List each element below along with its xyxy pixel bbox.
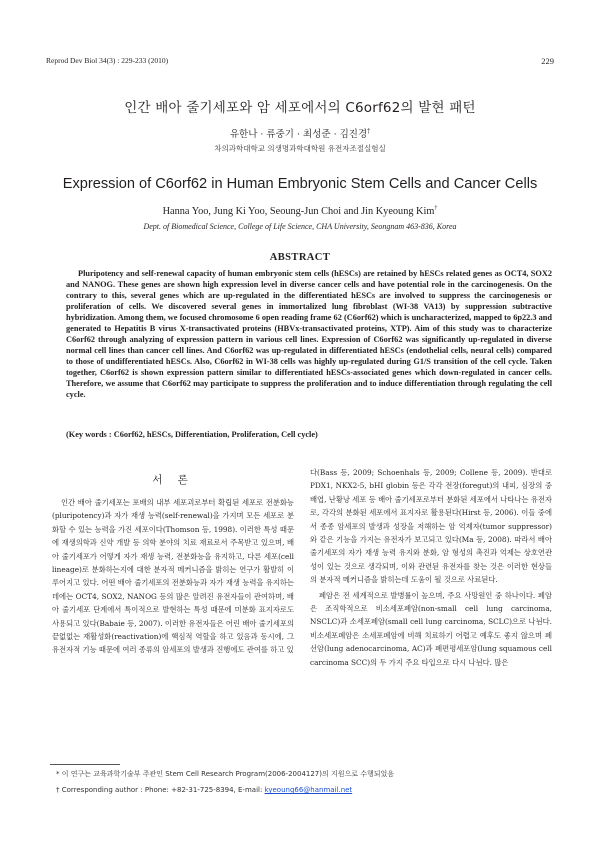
journal-citation: Reprod Dev Biol 34(3) : 229-233 (2010) [46,56,169,65]
left-column [52,496,294,657]
affiliation-english: Dept. of Biomedical Science, College of Life Science, CHA University, Seongnam 463-836, Korea [143,222,457,231]
right-column [310,466,552,669]
intro-paragraph: 폐암은 전 세계적으로 발병률이 높으며, 주요 사망원인 중 하나이다. 폐암은 조직학적으로 비소세포폐암(non-small cell lung carcinoma, NSCLC)과 소세포폐암(small cell lung carcinoma, SCLC)으로 나뉜다. 비소세포폐암은 소세포폐암에 비해 치료하기 어렵고 예후도 좋지 않으며 폐선암(lung adenocarcinoma, AC)과 폐편평세포암(lung squamous cell carcinoma SCC)의 두 가지 주요 타입으로 다시 나뉜다. 많은 [310,590,552,667]
footnote-corresponding [56,786,556,794]
title-korean: 인간 배아 줄기세포와 암 세포에서의 C6orf62의 발현 패턴 [124,100,476,116]
page-number: 229 [541,56,554,66]
keywords: (Key words : C6orf62, hESCs, Differentiation, Proliferation, Cell cycle) [66,430,318,439]
footnote-rule [50,764,120,765]
authors-english [0,206,600,217]
title-english: Expression of C6orf62 in Human Embryonic Stem Cells and Cancer Cells [62,176,538,192]
section-heading-introduction: 서 론 [152,474,194,486]
authors-korean [0,126,600,140]
intro-paragraph: 인간 배아 줄기세포는 포배의 내부 세포괴로부터 확립된 세포로 전분화능(pluripotency)과 자가 재생 능력(self-renewal)을 가지며 모든 세포로 분화할 수 있는 능력을 가진 세포이다(Thomson 등, 1998). 이러한 특성 때문에 재생의학과 신약 개발 등 의학 분야의 치료 재료로서 주목받고 있으며, 배아 줄기세포가 어떻게 자가 재생 능력, 전분화능을 유지하고, 다른 세포(cell lineage)로 분화하는지에 대한 분자적 메커니즘을 밝히는 연구가 활발히 이루어지고 있다. 어떤 배아 줄기세포의 전분화능과 자가 재생 능력을 유지하는 데에는 OCT4, SOX2, NANOG 등의 많은 알려진 유전자들이 관여하며, 배아 줄기세포 단계에서 특이적으로 발현하는 특성 때문에 미분화 표지자로도 사용되고 있다(Babaie 등, 2007). 이러한 유전자들은 어린 배아 줄기세포의 끝없없는 재활성화(reactivation)에 핵심적 역할을 하고 있음과 동시에, 그 유전자적 기능 때문에 여러 종류의 암세포의 발생과 진행에도 관여를 하고 있 [52,498,295,655]
intro-paragraph-continued: 다(Bass 등, 2009; Schoenhals 등, 2009; Collene 등, 2009). 반대로 PDX1, NKX2-5, bHI globin 등은 각각 전장(foregut)의 내피, 심장의 중배엽, 난황낭 세포 등 배아 줄기세포로부터 분화된 세포에서 나타나는 유전자로, 각각의 분화된 세포에서 표지자로 활용된다(Hirst 등, 2006). 이들 중에서 종종 암세포의 발생과 성장을 저해하는 암 억제자(tumor suppressor)와 같은 기능을 가지는 유전자가 보고되고 있다(Ma 등, 2008). 따라서 배아 줄기세포의 자가 재생 능력 유지와 분화, 암 형성의 촉진과 억제는 상호연관성이 있는 것으로 생각되며, 이와 관련된 유전자를 찾는 것은 이러한 현상들의 분자적 메커니즘을 밝히는데 도움이 될 것으로 사료된다. [310,468,552,585]
email-link[interactable]: kyeoung66@hanmail.net [264,786,353,794]
corresponding-info: † Corresponding author : Phone: +82-31-725-8394, E-mail: [56,786,265,794]
authors-english-names: Hanna Yoo, Jung Ki Yoo, Seoung-Jun Choi and Jin Kyeoung Kim [162,206,435,217]
affiliation-korean: 차의과학대학교 의생명과학대학원 유전자조절실험실 [214,144,386,153]
abstract-heading: ABSTRACT [269,252,331,263]
corresponding-mark-en: † [434,205,438,212]
authors-korean-names: 유한나 · 류중기 · 최성준 · 김진경 [229,129,368,140]
corresponding-mark-ko: † [367,127,371,135]
footnote-funding: * 이 연구는 교육과학기술부 주관인 Stem Cell Research Program(2006-2004127)의 지원으로 수행되었음 [56,770,395,778]
abstract-body: Pluripotency and self-renewal capacity of human embryonic stem cells (hESCs) are retained by hESCs related genes as OCT4, SOX2 and NANOG. These genes are shown high expression level in diverse cancer cells and have potential role in the carcinogenesis. On the contrary to this, several genes which are up-regulated in the differentiated hESCs are involved to suppress the carcinogenesis or proliferation of cells. We discovered several genes in immortalized lung fibroblast (WI-38 VA13) by suppression subtractive hybridization. Among them, we focused chromosome 6 open reading frame 62 (C6orf62) which is uncharacterized, mapped to 6p22.3 and generated to Hepatitis B virus X-transactivated proteins (HBVx-transactivated proteins, XTP). Aim of this study was to characterize C6orf62 through analyzing of expression pattern in various cell lines. Expression of C6orf62 was significantly up-regulated in diverse normal cell lines than cancer cell lines. And C6orf62 was up-regulated in differentiated hESCs (endothelial cells, neural cells) compared to those of undifferentiated hESCs. Also, C6orf62 in WI-38 cells was highly up-regulated during G1/S transition of the cell cycle. Taken together, C6orf62 is shown expression pattern similar to differentiated hESCs-associated genes which down-regulated in cancer cells. Therefore, we assume that C6orf62 may participate to suppress the proliferation and to induce differentiation through regulating the cell cycle. [66,269,552,399]
